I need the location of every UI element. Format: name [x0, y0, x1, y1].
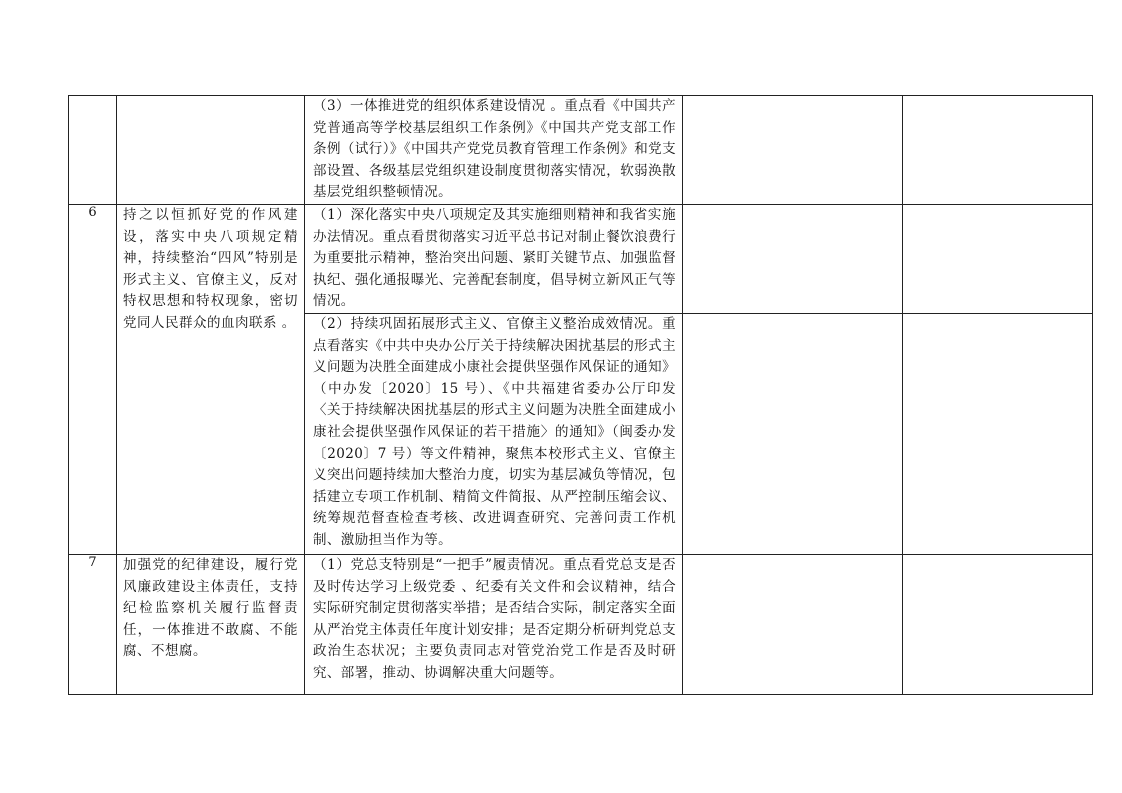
- item-cell: [117, 204, 305, 554]
- blank-cell-col4: [683, 204, 903, 313]
- inspection-table: [68, 95, 1093, 695]
- row-number-cell: 7: [69, 554, 117, 694]
- content-cell: [305, 96, 683, 205]
- blank-cell-col5: [903, 554, 1093, 694]
- blank-cell-col4: [683, 313, 903, 554]
- table-row: [69, 554, 1093, 694]
- blank-cell-col5: [903, 313, 1093, 554]
- content-cell: [305, 554, 683, 694]
- table-row: [69, 204, 1093, 313]
- table-row: [69, 96, 1093, 205]
- row-number-cell: 6: [69, 204, 117, 554]
- blank-cell-col5: [903, 204, 1093, 313]
- blank-cell-col4: [683, 96, 903, 205]
- content-text: （2）持续巩固拓展形式主义、官僚主义整治成效情况。重点看落实《中共中央办公厅关于持续解决困扰基层的形式主义问题为决胜全面建成小康社会提供坚强作风保证的通知》（中办发〔2020〕15 号）、《中共福建省委办公厅印发〈关于持续解决困扰基层的形式主义问题为决胜全面建成小康社会提供坚强作风保证的若干措施〉的通知》（闽委办发〔2020〕7 号）等文件精神，聚焦本校形式主义、官僚主义突出问题持续加大整治力度，切实为基层减负等情况，包括建立专项工作机制、精简文件简报、从严控制压缩会议、统筹规范督查检查考核、改进调查研究、完善问责工作机制、激励担当作为等。: [313, 315, 676, 548]
- blank-cell-col5: [903, 96, 1093, 205]
- content-cell: [305, 204, 683, 313]
- content-cell: [305, 313, 683, 554]
- item-cell: [117, 554, 305, 694]
- item-text: 加强党的纪律建设，履行党风廉政建设主体责任，支持纪检监察机关履行监督责任，一体推进不敢腐、不能腐、不想腐。: [123, 556, 298, 660]
- content-text: （3）一体推进党的组织体系建设情况 。重点看《中国共产党普通高等学校基层组织工作条例》《中国共产党支部工作条例（试行）》《中国共产党党员教育管理工作条例》和党支部设置、各级基层党组织建设制度贯彻落实情况，软弱涣散基层党组织整顿情况。: [313, 98, 676, 201]
- row-number-cell: [69, 96, 117, 205]
- item-cell: [117, 96, 305, 205]
- item-text: 持之以恒抓好党的作风建设，落实中央八项规定精神，持续整治“四风”特别是形式主义、官僚主义，反对特权思想和特权现象，密切党同人民群众的血肉联系 。: [123, 206, 298, 331]
- blank-cell-col4: [683, 554, 903, 694]
- content-text: （1）党总支特别是“一把手”履责情况。重点看党总支是否及时传达学习上级党委 、纪委有关文件和会议精神，结合实际研究制定贯彻落实举措；是否结合实际，制定落实全面从严治党主体责任年度计划安排；是否定期分析研判党总支政治生态状况；主要负责同志对管党治党工作是否及时研究、部署，推动、协调解决重大问题等。: [313, 556, 676, 681]
- content-text: （1）深化落实中央八项规定及其实施细则精神和我省实施办法情况。重点看贯彻落实习近平总书记对制止餐饮浪费行为重要批示精神，整治突出问题、紧盯关键节点、加强监督执纪、强化通报曝光、完善配套制度，倡导树立新风正气等情况。: [313, 206, 676, 310]
